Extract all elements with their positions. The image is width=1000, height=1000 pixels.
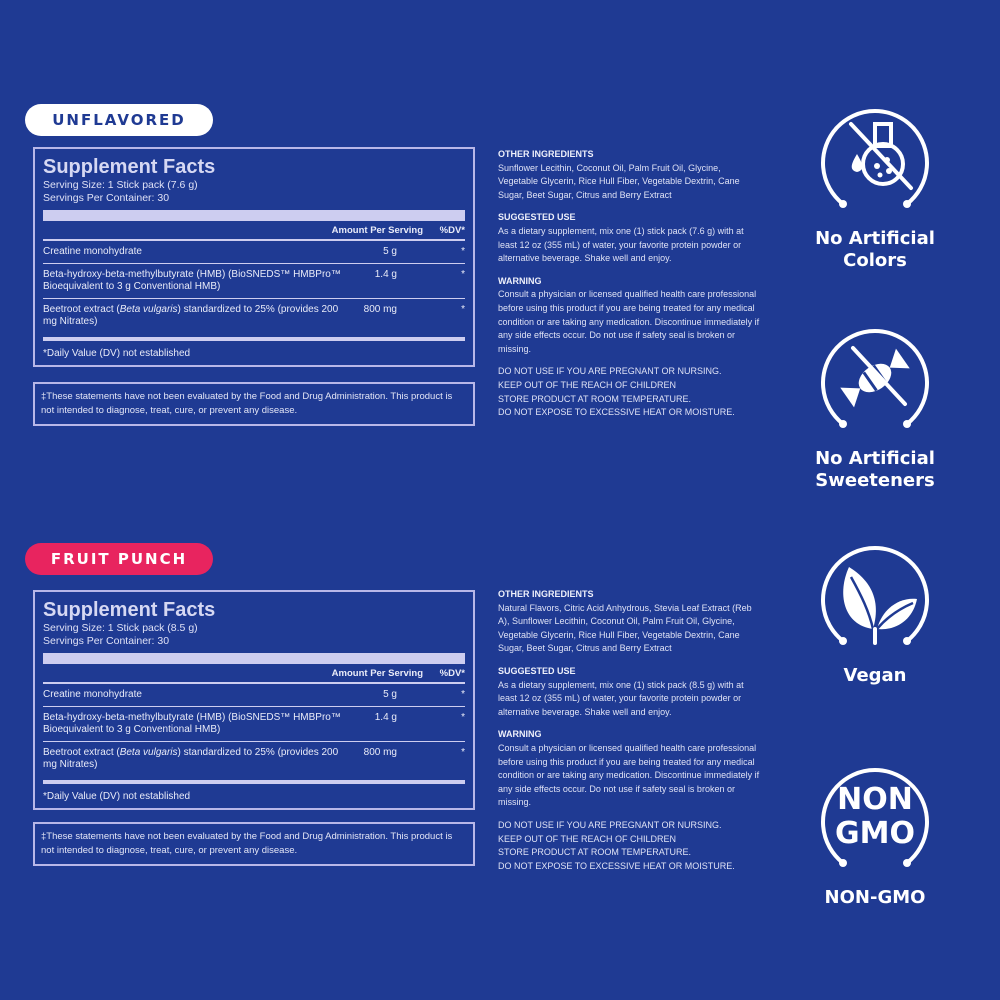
other-ingredients-text: Sunflower Lecithin, Coconut Oil, Palm Fruit Oil, Glycine, Vegetable Glycerin, Rice Hull Fiber, Vegetable Dextrin, Cane Sugar, Beet Sugar, Citrus and Berry Extract [498, 162, 740, 200]
warning-text: Consult a physician or licensed qualified health care professional before using this product if you are being treated for any medical condition or are taking any medication. Discontinue immediately if any side effects occur. Do not use if safety seal is broken or missing. [498, 289, 760, 354]
ingredient-dv: * [461, 689, 465, 700]
ingredient-name: Beta-hydroxy-beta-methylbutyrate (HMB) (BioSNEDS™ HMBPro™ Bioequivalent to 3 g Conventional HMB) [43, 712, 341, 735]
ingredient-name: Beetroot extract (Beta vulgaris) standardized to 25% (provides 200 mg Nitrates) [43, 304, 339, 327]
facts-header-row [35, 664, 473, 682]
fda-disclaimer: ‡These statements have not been evaluated by the Food and Drug Administration. This product is not intended to diagnose, treat, cure, or prevent any disease. [33, 822, 475, 866]
servings-per-container: Servings Per Container: 30 [43, 635, 170, 647]
fda-disclaimer: ‡These statements have not been evaluated by the Food and Drug Administration. This product is not intended to diagnose, treat, cure, or prevent any disease. [33, 382, 475, 426]
caution-line: KEEP OUT OF THE REACH OF CHILDREN [498, 833, 677, 844]
other-ingredients-text: Natural Flavors, Citric Acid Anhydrous, Stevia Leaf Extract (Reb A), Sunflower Lecithin, Coconut Oil, Palm Fruit Oil, Glycine, Vegetable Glycerin, Rice Hull Fiber, Vegetable Dextrin, Cane Sugar, Beet Sugar, Citrus and Berry Extract [498, 602, 752, 654]
serving-size: Serving Size: 1 Stick pack (7.6 g) [43, 179, 198, 191]
facts-row [35, 742, 473, 776]
no-artificial-colors-icon [813, 96, 937, 220]
facts-row [35, 241, 473, 263]
caution-line: STORE PRODUCT AT ROOM TEMPERATURE. [498, 847, 692, 858]
dv-footnote: *Daily Value (DV) not established [43, 348, 191, 359]
facts-title: Supplement Facts [43, 599, 216, 621]
ingredient-amount: 5 g [383, 246, 397, 257]
product-info-fruit-punch [498, 588, 763, 882]
badge-no-artificial-colors [805, 96, 945, 272]
ingredient-dv: * [461, 304, 465, 315]
dv-header: %DV* [439, 668, 465, 679]
facts-row [35, 299, 473, 333]
serving-size: Serving Size: 1 Stick pack (8.5 g) [43, 622, 198, 634]
product-info-unflavored [498, 148, 763, 429]
flavor-badge-unflavored: UNFLAVORED [25, 104, 213, 136]
non-gmo-icon [813, 755, 937, 879]
caution-line: DO NOT EXPOSE TO EXCESSIVE HEAT OR MOISTURE. [498, 407, 735, 418]
ingredient-amount: 800 mg [363, 747, 397, 758]
ingredient-amount: 5 g [383, 689, 397, 700]
badge-non-gmo [805, 755, 945, 909]
badge-label: No Artificial Colors [815, 228, 935, 271]
no-artificial-sweeteners-icon [813, 316, 937, 440]
suggested-use-label: SUGGESTED USE [498, 212, 576, 223]
amount-header: Amount Per Serving [331, 668, 423, 679]
ingredient-name: Beetroot extract (Beta vulgaris) standardized to 25% (provides 200 mg Nitrates) [43, 747, 339, 770]
badge-vegan [805, 533, 945, 687]
divider [43, 210, 465, 221]
caution-line: DO NOT USE IF YOU ARE PREGNANT OR NURSING. [498, 366, 722, 377]
other-ingredients-label: OTHER INGREDIENTS [498, 589, 594, 599]
other-ingredients-label: OTHER INGREDIENTS [498, 149, 594, 159]
facts-row [35, 264, 473, 298]
ingredient-amount: 1.4 g [374, 269, 397, 280]
ingredient-name: Creatine monohydrate [43, 689, 142, 700]
caution-line: DO NOT USE IF YOU ARE PREGNANT OR NURSING. [498, 819, 722, 830]
badge-label: NON-GMO [824, 887, 926, 908]
facts-title: Supplement Facts [43, 156, 216, 178]
vegan-leaf-icon [813, 533, 937, 657]
badge-label: Vegan [843, 665, 907, 686]
badge-no-artificial-sweeteners [805, 316, 945, 492]
ingredient-dv: * [461, 747, 465, 758]
suggested-use-text: As a dietary supplement, mix one (1) stick pack (7.6 g) with at least 12 oz (355 mL) of water, your favorite protein powder or alternative beverage. Shake well and enjoy. [498, 225, 744, 264]
flavor-badge-fruit-punch: FRUIT PUNCH [25, 543, 213, 575]
supplement-facts-fruit-punch [33, 590, 475, 810]
ingredient-name: Creatine monohydrate [43, 246, 142, 257]
non-gmo-icon-text: NON GMO [835, 782, 915, 851]
facts-row [35, 707, 473, 741]
suggested-use-label: SUGGESTED USE [498, 665, 576, 676]
servings-per-container: Servings Per Container: 30 [43, 192, 170, 204]
warning-label: WARNING [498, 275, 542, 286]
ingredient-name: Beta-hydroxy-beta-methylbutyrate (HMB) (BioSNEDS™ HMBPro™ Bioequivalent to 3 g Conventional HMB) [43, 269, 341, 292]
warning-text: Consult a physician or licensed qualified health care professional before using this product if you are being treated for any medical condition or are taking any medication. Discontinue immediately if any side effects occur. Do not use if safety seal is broken or missing. [498, 742, 760, 808]
caution-line: STORE PRODUCT AT ROOM TEMPERATURE. [498, 393, 692, 404]
ingredient-dv: * [461, 246, 465, 257]
ingredient-dv: * [461, 712, 465, 723]
suggested-use-text: As a dietary supplement, mix one (1) stick pack (8.5 g) with at least 12 oz (355 mL) of water, your favorite protein powder or alternative beverage. Shake well and enjoy. [498, 679, 744, 717]
ingredient-amount: 800 mg [363, 304, 397, 315]
caution-line: DO NOT EXPOSE TO EXCESSIVE HEAT OR MOISTURE. [498, 860, 735, 871]
caution-line: KEEP OUT OF THE REACH OF CHILDREN [498, 379, 677, 390]
facts-row [35, 684, 473, 706]
ingredient-dv: * [461, 269, 465, 280]
supplement-facts-unflavored [33, 147, 475, 367]
warning-label: WARNING [498, 729, 542, 740]
divider [43, 653, 465, 664]
facts-header-row [35, 221, 473, 239]
ingredient-amount: 1.4 g [374, 712, 397, 723]
dv-footnote: *Daily Value (DV) not established [43, 791, 191, 802]
amount-header: Amount Per Serving [331, 225, 423, 236]
dv-header: %DV* [439, 225, 465, 236]
badge-label: No Artificial Sweeteners [815, 448, 935, 491]
